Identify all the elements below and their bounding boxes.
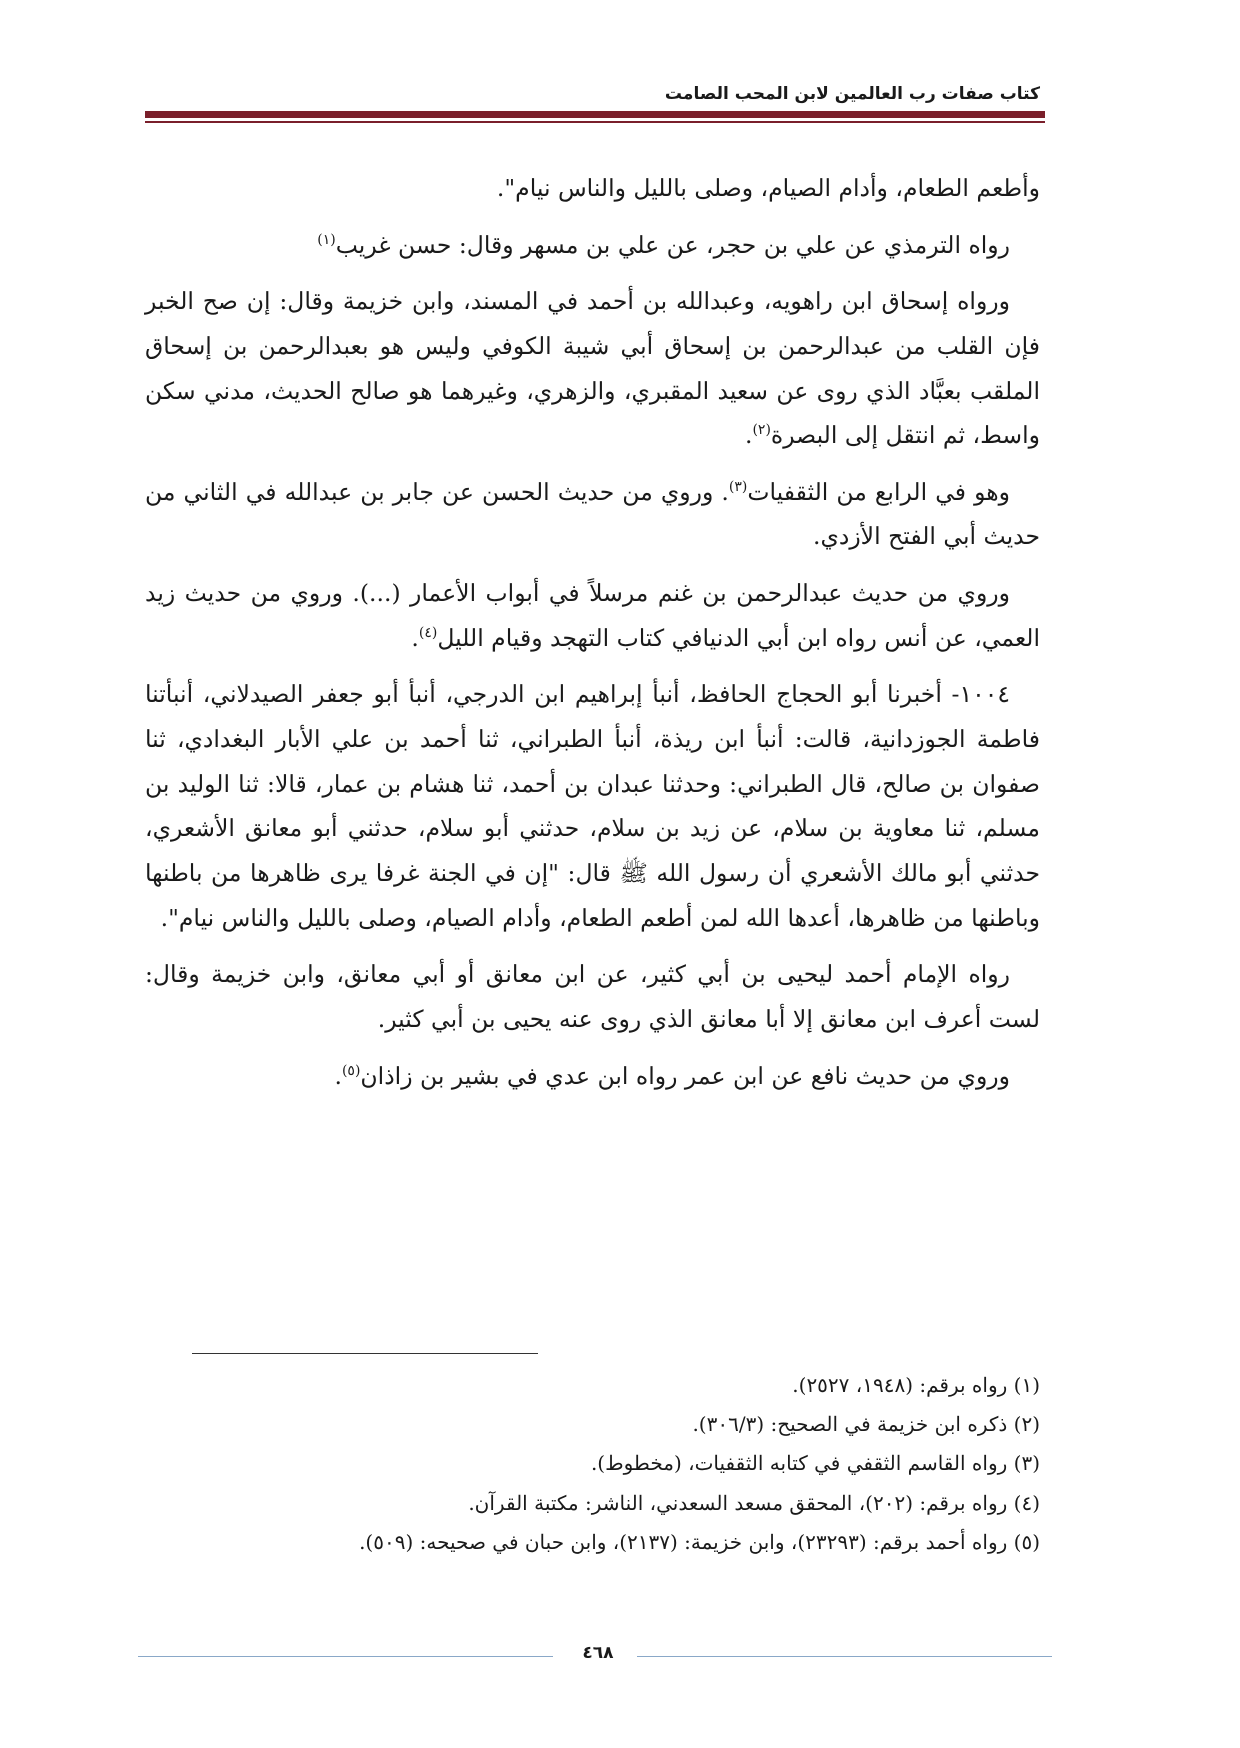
footnote-3: (٣) رواه القاسم الثقفي في كتابه الثقفيات، (مخطوط).	[590, 1451, 1040, 1476]
paragraph-6: ١٠٠٤- أخبرنا أبو الحجاج الحافظ، أنبأ إبراهيم ابن الدرجي، أنبأ أبو جعفر الصيدلاني، أنبأتنا فاطمة الجوزدانية، قالت: أنبأ ابن ريذة، أنبأ الطبراني، ثنا أحمد بن علي الأبار البغدادي، ثنا صفوان بن صالح، قال الطبراني: وحدثنا عبدان بن أحمد، ثنا هشام بن عمار، قالا: ثنا الوليد بن مسلم، ثنا معاوية بن سلام، عن زيد بن سلام، حدثني أبو سلام، حدثني أبو معانق الأشعري، حدثني أبو مالك الأشعري أن رسول الله ﷺ قال: "إن في الجنة غرفا يرى ظاهرها من باطنها وباطنها من ظاهرها، أعدها الله لمن أطعم الطعام، وأدام الصيام، وصلى بالليل والناس نيام".	[145, 680, 1040, 932]
footnote-ref-4[interactable]: (٤)	[418, 624, 438, 641]
footnote-ref-5[interactable]: (٥)	[341, 1062, 361, 1079]
footnote-separator	[192, 1353, 538, 1354]
footer-rule-left	[138, 1656, 553, 1657]
footer-rule-right	[637, 1656, 1052, 1657]
main-text	[145, 160, 1040, 1104]
page-number: ٤٦٨	[582, 1643, 614, 1663]
paragraph-4: وهو في الرابع من الثقفيات$^{(٣)}$. وروي من حديث الحسن عن جابر بن عبدالله في الثاني من حديث أبي الفتح الأزدي.	[145, 477, 1040, 551]
paragraph-2: رواه الترمذي عن علي بن حجر، عن علي بن مسهر وقال: حسن غريب$^{(١)}$	[317, 230, 1010, 259]
footnote-ref-3[interactable]: (٣)	[728, 479, 748, 496]
header-rule	[145, 111, 1045, 118]
paragraph-7: رواه الإمام أحمد ليحيى بن أبي كثير، عن ابن معانق أو أبي معانق، وابن خزيمة وقال: لست أعرف ابن معانق إلا أبا معانق الذي روى عنه يحيى بن أبي كثير.	[145, 960, 1040, 1033]
header-rule-thin	[145, 121, 1045, 123]
footnote-1: (١) رواه برقم: (١٩٤٨، ٢٥٢٧).	[792, 1373, 1040, 1397]
paragraph-8: وروي من حديث نافع عن ابن عمر رواه ابن عدي في بشير بن زاذان$^{(٥)}$.	[334, 1061, 1010, 1090]
paragraph-1: وأطعم الطعام، وأدام الصيام، وصلى بالليل والناس نيام".	[496, 174, 1040, 202]
paragraph-3: ورواه إسحاق ابن راهويه، وعبدالله بن أحمد في المسند، وابن خزيمة وقال: إن صح الخبر فإن القلب من عبدالرحمن بن إسحاق أبي شيبة الكوفي وليس هو بعبدالرحمن بن إسحاق الملقب بعبَّاد الذي روى عن سعيد المقبري، والزهري، وغيرهما هو صالح الحديث، مدني سكن واسط، ثم انتقل إلى البصرة$^{(٢)}$.	[145, 287, 1040, 450]
footnotes	[145, 1366, 1040, 1562]
footnote-5: (٥) رواه أحمد برقم: (٢٣٢٩٣)، وابن خزيمة: (٢١٣٧)، وابن حبان في صحيحه: (٥٠٩).	[359, 1529, 1040, 1554]
paragraph-5: وروي من حديث عبدالرحمن بن غنم مرسلاً في أبواب الأعمار (...). وروي من حديث زيد العمي، عن أنس رواه ابن أبي الدنيافي كتاب التهجد وقيام الليل$^{(٤)}$.	[145, 579, 1040, 652]
footnote-4: (٤) رواه برقم: (٢٠٢)، المحقق مسعد السعدني، الناشر: مكتبة القرآن.	[468, 1490, 1040, 1515]
footnote-ref-1[interactable]: (١)	[317, 231, 336, 248]
running-header: كتاب صفات رب العالمين لابن المحب الصامت	[664, 84, 1040, 104]
footnote-ref-2[interactable]: (٢)	[752, 422, 771, 439]
footnote-2: (٢) ذكره ابن خزيمة في الصحيح: (٣٠٦/٣).	[692, 1412, 1040, 1437]
